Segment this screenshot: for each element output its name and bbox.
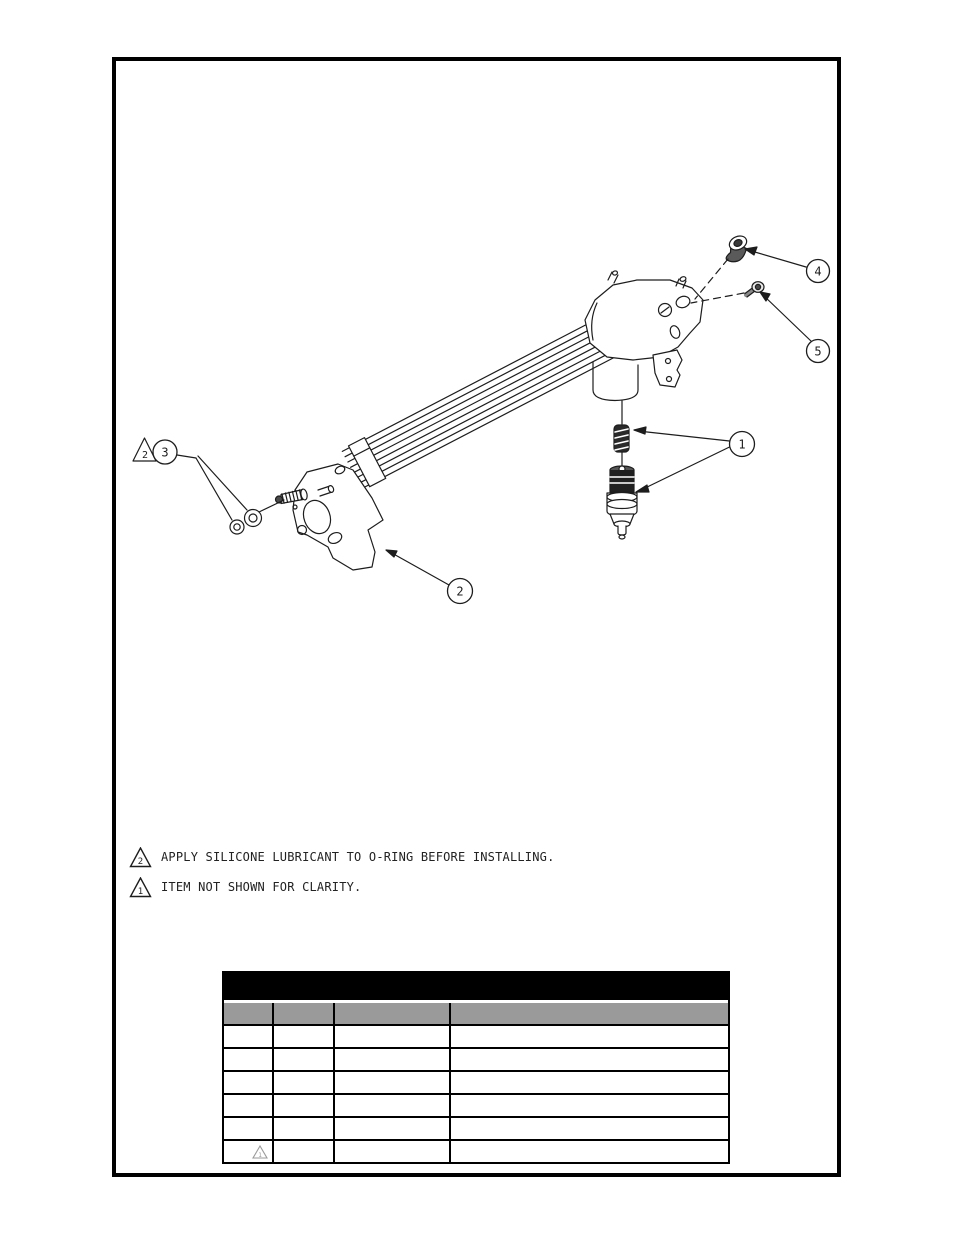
note-flag-number: 2: [137, 856, 144, 867]
parts-table-title-bar: [224, 973, 728, 1000]
header-cell: [274, 1003, 335, 1024]
svg-text:2: 2: [456, 584, 464, 599]
header-cell: [451, 1003, 728, 1024]
table-cell: [224, 1049, 274, 1070]
valve-body: [585, 270, 703, 360]
table-cell: [224, 1095, 274, 1116]
o-rings: [230, 510, 262, 535]
svg-text:4: 4: [814, 264, 822, 279]
tube-bundle: [342, 318, 617, 488]
table-cell: [274, 1026, 335, 1047]
table-cell: [335, 1095, 451, 1116]
callout-5: [807, 340, 830, 363]
note-flag-number: 1: [137, 886, 144, 897]
row-flag-number: 1: [258, 1151, 262, 1159]
svg-text:3: 3: [161, 445, 169, 460]
table-cell: [335, 1026, 451, 1047]
table-cell: [224, 1072, 274, 1093]
nut: [726, 233, 749, 261]
table-cell: [274, 1049, 335, 1070]
o-ring-flag-number: 2: [141, 450, 149, 461]
callout-1: [730, 432, 755, 457]
table-cell: [451, 1118, 728, 1139]
warning-triangle-icon: [252, 1145, 268, 1159]
table-row: [224, 1049, 728, 1072]
table-row: [224, 1072, 728, 1095]
note-text: APPLY SILICONE LUBRICANT TO O-RING BEFORE INSTALLING.: [161, 850, 555, 864]
o-ring-flag-triangle: [133, 438, 156, 461]
table-cell: [224, 1026, 274, 1047]
table-cell-flag: [224, 1141, 274, 1162]
parts-table: [222, 971, 730, 1164]
svg-text:5: 5: [814, 344, 822, 359]
callout-balloons: [153, 260, 830, 604]
spring: [614, 425, 629, 452]
table-row: [224, 1141, 728, 1162]
table-cell: [274, 1072, 335, 1093]
table-cell: [274, 1141, 335, 1162]
table-row: [224, 1118, 728, 1141]
callout-3: [153, 440, 177, 464]
mounting-bracket: [653, 350, 682, 387]
table-cell: [335, 1049, 451, 1070]
note-text: ITEM NOT SHOWN FOR CLARITY.: [161, 880, 362, 894]
table-cell: [451, 1049, 728, 1070]
header-cell: [224, 1003, 274, 1024]
valve-cartridge: [607, 466, 637, 539]
warning-triangle-icon: [129, 847, 152, 868]
table-cell: [224, 1118, 274, 1139]
table-cell: [335, 1118, 451, 1139]
table-cell: [274, 1118, 335, 1139]
table-row: [224, 1095, 728, 1118]
valve-boss: [593, 362, 638, 401]
callout-4: [807, 260, 830, 283]
table-cell: [451, 1026, 728, 1047]
callout-2: [448, 579, 473, 604]
header-cell: [335, 1003, 451, 1024]
note-clarity: [129, 875, 361, 899]
svg-text:1: 1: [738, 437, 746, 452]
table-cell: [451, 1072, 728, 1093]
table-cell: [451, 1141, 728, 1162]
note-silicone: [129, 845, 555, 869]
table-cell: [335, 1072, 451, 1093]
parts-table-header-row: [224, 1003, 728, 1026]
table-row: [224, 1026, 728, 1049]
warning-triangle-icon: [129, 877, 152, 898]
table-cell: [335, 1141, 451, 1162]
table-cell: [451, 1095, 728, 1116]
table-cell: [274, 1095, 335, 1116]
